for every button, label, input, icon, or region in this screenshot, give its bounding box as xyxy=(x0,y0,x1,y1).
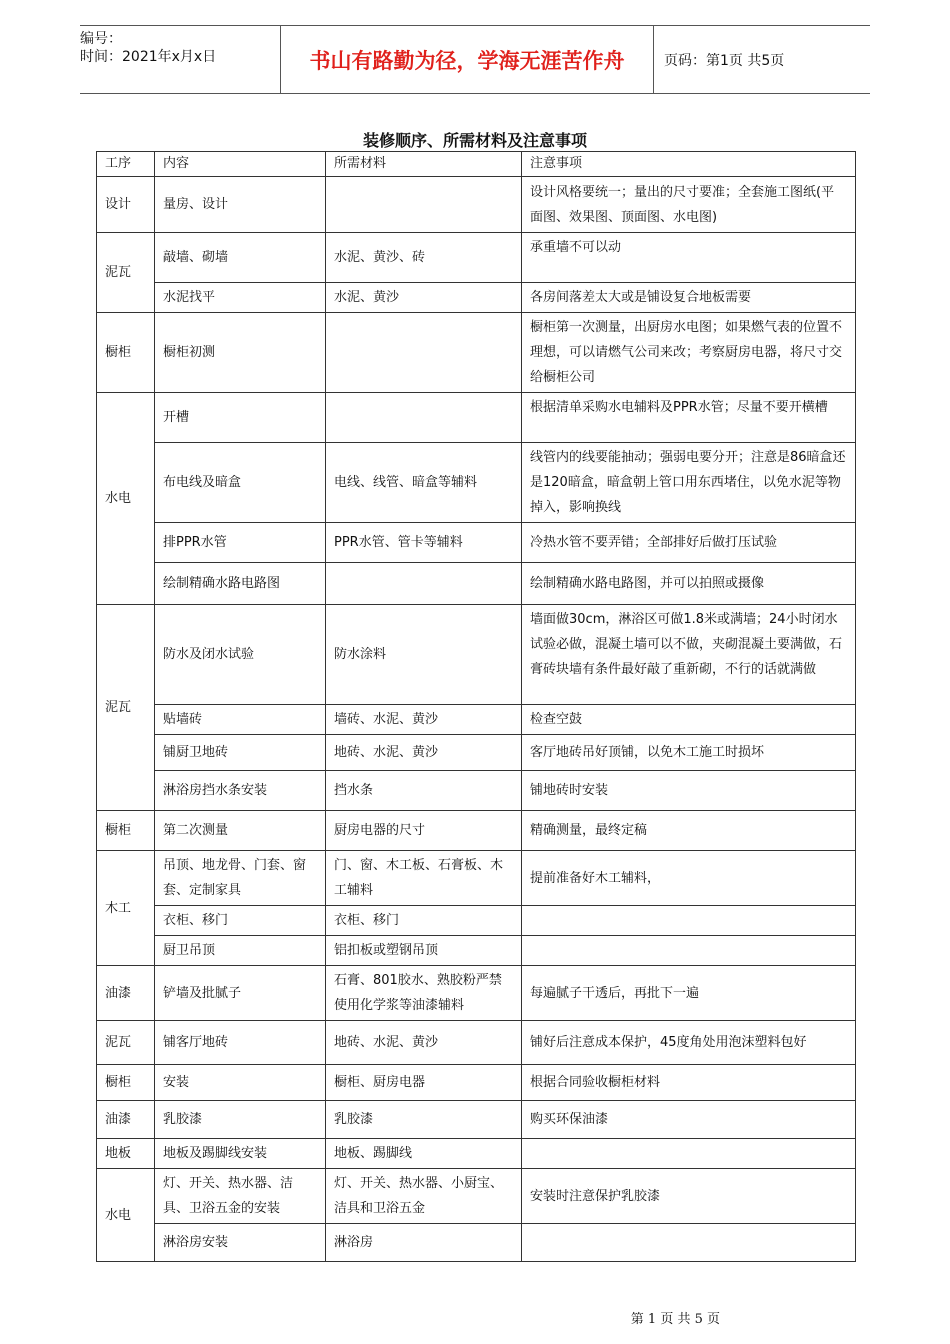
table-row xyxy=(97,936,856,966)
content-cell: 厨卫吊顶 xyxy=(155,936,326,966)
notes-cell: 检查空鼓 xyxy=(522,705,856,735)
header-cell-notes: 注意事项 xyxy=(522,152,856,177)
header-cell-content: 内容 xyxy=(155,152,326,177)
content-cell: 布电线及暗盒 xyxy=(155,443,326,523)
header-motto: 书山有路勤为径，学海无涯苦作舟 xyxy=(281,26,654,93)
materials-cell xyxy=(326,177,522,233)
notes-cell: 线管内的线要能抽动；强弱电要分开；注意是86暗盒还是120暗盒，暗盒朝上管口用东西堵住，以免水泥等物掉入，影响换线 xyxy=(522,443,856,523)
stage-cell: 橱柜 xyxy=(97,1065,155,1101)
content-cell: 防水及闭水试验 xyxy=(155,605,326,705)
notes-cell: 各房间落差太大或是铺设复合地板需要 xyxy=(522,283,856,313)
stage-cell: 油漆 xyxy=(97,1101,155,1139)
notes-cell xyxy=(522,1224,856,1262)
header-cell-stage: 工序 xyxy=(97,152,155,177)
content-cell: 排PPR水管 xyxy=(155,523,326,563)
table-row xyxy=(97,283,856,313)
stage-cell: 油漆 xyxy=(97,966,155,1021)
stage-cell: 地板 xyxy=(97,1139,155,1169)
table-row xyxy=(97,1065,856,1101)
materials-cell: 衣柜、移门 xyxy=(326,906,522,936)
content-cell: 开槽 xyxy=(155,393,326,443)
notes-cell: 墙面做30cm，淋浴区可做1.8米或满墙；24小时闭水试验必做，混凝土墙可以不做，夹砌混凝土要满做，石膏砖块墙有条件最好敲了重新砌，不行的话就满做 xyxy=(522,605,856,705)
table-header-row xyxy=(97,152,856,177)
table-row xyxy=(97,1101,856,1139)
notes-cell: 客厅地砖吊好顶铺，以免木工施工时损坏 xyxy=(522,735,856,771)
content-cell: 灯、开关、热水器、洁具、卫浴五金的安装 xyxy=(155,1169,326,1224)
materials-cell: 铝扣板或塑钢吊顶 xyxy=(326,936,522,966)
notes-cell: 根据合同验收橱柜材料 xyxy=(522,1065,856,1101)
notes-cell xyxy=(522,936,856,966)
materials-cell: 挡水条 xyxy=(326,771,522,811)
materials-cell: 防水涂料 xyxy=(326,605,522,705)
content-cell: 吊顶、地龙骨、门套、窗套、定制家具 xyxy=(155,851,326,906)
notes-cell: 购买环保油漆 xyxy=(522,1101,856,1139)
notes-cell: 承重墙不可以动 xyxy=(522,233,856,283)
content-cell: 敲墙、砌墙 xyxy=(155,233,326,283)
table-row xyxy=(97,966,856,1021)
materials-cell: 石膏、801胶水、熟胶粉严禁使用化学浆等油漆辅料 xyxy=(326,966,522,1021)
document-time: 时间：2021年x月x日 xyxy=(80,49,217,65)
notes-cell: 根据清单采购水电辅料及PPR水管；尽量不要开横槽 xyxy=(522,393,856,443)
materials-cell: 橱柜、厨房电器 xyxy=(326,1065,522,1101)
table-row xyxy=(97,523,856,563)
notes-cell: 安装时注意保护乳胶漆 xyxy=(522,1169,856,1224)
materials-cell: 地板、踢脚线 xyxy=(326,1139,522,1169)
content-cell: 淋浴房安装 xyxy=(155,1224,326,1262)
notes-cell: 冷热水管不要弄错；全部排好后做打压试验 xyxy=(522,523,856,563)
content-cell: 水泥找平 xyxy=(155,283,326,313)
materials-cell: 电线、线管、暗盒等辅料 xyxy=(326,443,522,523)
stage-cell: 橱柜 xyxy=(97,811,155,851)
materials-cell xyxy=(326,313,522,393)
materials-cell xyxy=(326,393,522,443)
content-cell: 衣柜、移门 xyxy=(155,906,326,936)
content-cell: 铺厨卫地砖 xyxy=(155,735,326,771)
table-row xyxy=(97,771,856,811)
table-row xyxy=(97,705,856,735)
content-cell: 第二次测量 xyxy=(155,811,326,851)
notes-cell xyxy=(522,1139,856,1169)
table-row xyxy=(97,605,856,705)
content-cell: 橱柜初测 xyxy=(155,313,326,393)
notes-cell: 绘制精确水路电路图，并可以拍照或摄像 xyxy=(522,563,856,605)
notes-cell: 铺好后注意成本保护，45度角处用泡沫塑料包好 xyxy=(522,1021,856,1065)
notes-cell: 铺地砖时安装 xyxy=(522,771,856,811)
content-cell: 绘制精确水路电路图 xyxy=(155,563,326,605)
table-row xyxy=(97,906,856,936)
materials-cell: 地砖、水泥、黄沙 xyxy=(326,735,522,771)
content-cell: 铲墙及批腻子 xyxy=(155,966,326,1021)
table-row xyxy=(97,811,856,851)
stage-cell: 水电 xyxy=(97,393,155,605)
materials-cell: 墙砖、水泥、黄沙 xyxy=(326,705,522,735)
materials-cell xyxy=(326,563,522,605)
header-page-number: 页码：第1页 共5页 xyxy=(664,52,785,69)
table-row xyxy=(97,443,856,523)
content-cell: 铺客厅地砖 xyxy=(155,1021,326,1065)
notes-cell: 每遍腻子干透后，再批下一遍 xyxy=(522,966,856,1021)
materials-cell: 门、窗、木工板、石膏板、木工辅料 xyxy=(326,851,522,906)
table-row xyxy=(97,1139,856,1169)
stage-cell: 泥瓦 xyxy=(97,1021,155,1065)
notes-cell: 设计风格要统一；量出的尺寸要准；全套施工图纸(平面图、效果图、顶面图、水电图) xyxy=(522,177,856,233)
stage-cell: 木工 xyxy=(97,851,155,966)
table-row xyxy=(97,735,856,771)
stage-cell: 水电 xyxy=(97,1169,155,1262)
header-meta xyxy=(80,26,281,93)
table-row xyxy=(97,851,856,906)
page-header xyxy=(80,25,870,94)
content-cell: 地板及踢脚线安装 xyxy=(155,1139,326,1169)
materials-cell: 厨房电器的尺寸 xyxy=(326,811,522,851)
content-cell: 乳胶漆 xyxy=(155,1101,326,1139)
materials-cell: 乳胶漆 xyxy=(326,1101,522,1139)
stage-cell: 设计 xyxy=(97,177,155,233)
notes-cell: 精确测量，最终定稿 xyxy=(522,811,856,851)
table-row xyxy=(97,1021,856,1065)
renovation-table xyxy=(96,151,856,1262)
document-number-label: 编号： xyxy=(80,31,122,47)
notes-cell: 提前准备好木工辅料， xyxy=(522,851,856,906)
table-row xyxy=(97,563,856,605)
content-cell: 量房、设计 xyxy=(155,177,326,233)
table-row xyxy=(97,1224,856,1262)
stage-cell: 泥瓦 xyxy=(97,233,155,313)
materials-cell: PPR水管、管卡等辅料 xyxy=(326,523,522,563)
document-title: 装修顺序、所需材料及注意事项 xyxy=(362,131,587,150)
table-row xyxy=(97,313,856,393)
stage-cell: 橱柜 xyxy=(97,313,155,393)
notes-cell xyxy=(522,906,856,936)
content-cell: 贴墙砖 xyxy=(155,705,326,735)
table-row xyxy=(97,1169,856,1224)
materials-cell: 地砖、水泥、黄沙 xyxy=(326,1021,522,1065)
materials-cell: 淋浴房 xyxy=(326,1224,522,1262)
table-row xyxy=(97,233,856,283)
table-row xyxy=(97,177,856,233)
materials-cell: 水泥、黄沙、砖 xyxy=(326,233,522,283)
page-footer: 第 1 页 共 5 页 xyxy=(630,1312,720,1327)
stage-cell: 泥瓦 xyxy=(97,605,155,811)
materials-cell: 灯、开关、热水器、小厨宝、洁具和卫浴五金 xyxy=(326,1169,522,1224)
header-cell-materials: 所需材料 xyxy=(326,152,522,177)
content-cell: 淋浴房挡水条安装 xyxy=(155,771,326,811)
table-row xyxy=(97,393,856,443)
materials-cell: 水泥、黄沙 xyxy=(326,283,522,313)
content-cell: 安装 xyxy=(155,1065,326,1101)
notes-cell: 橱柜第一次测量，出厨房水电图；如果燃气表的位置不理想，可以请燃气公司来改；考察厨房电器，将尺寸交给橱柜公司 xyxy=(522,313,856,393)
